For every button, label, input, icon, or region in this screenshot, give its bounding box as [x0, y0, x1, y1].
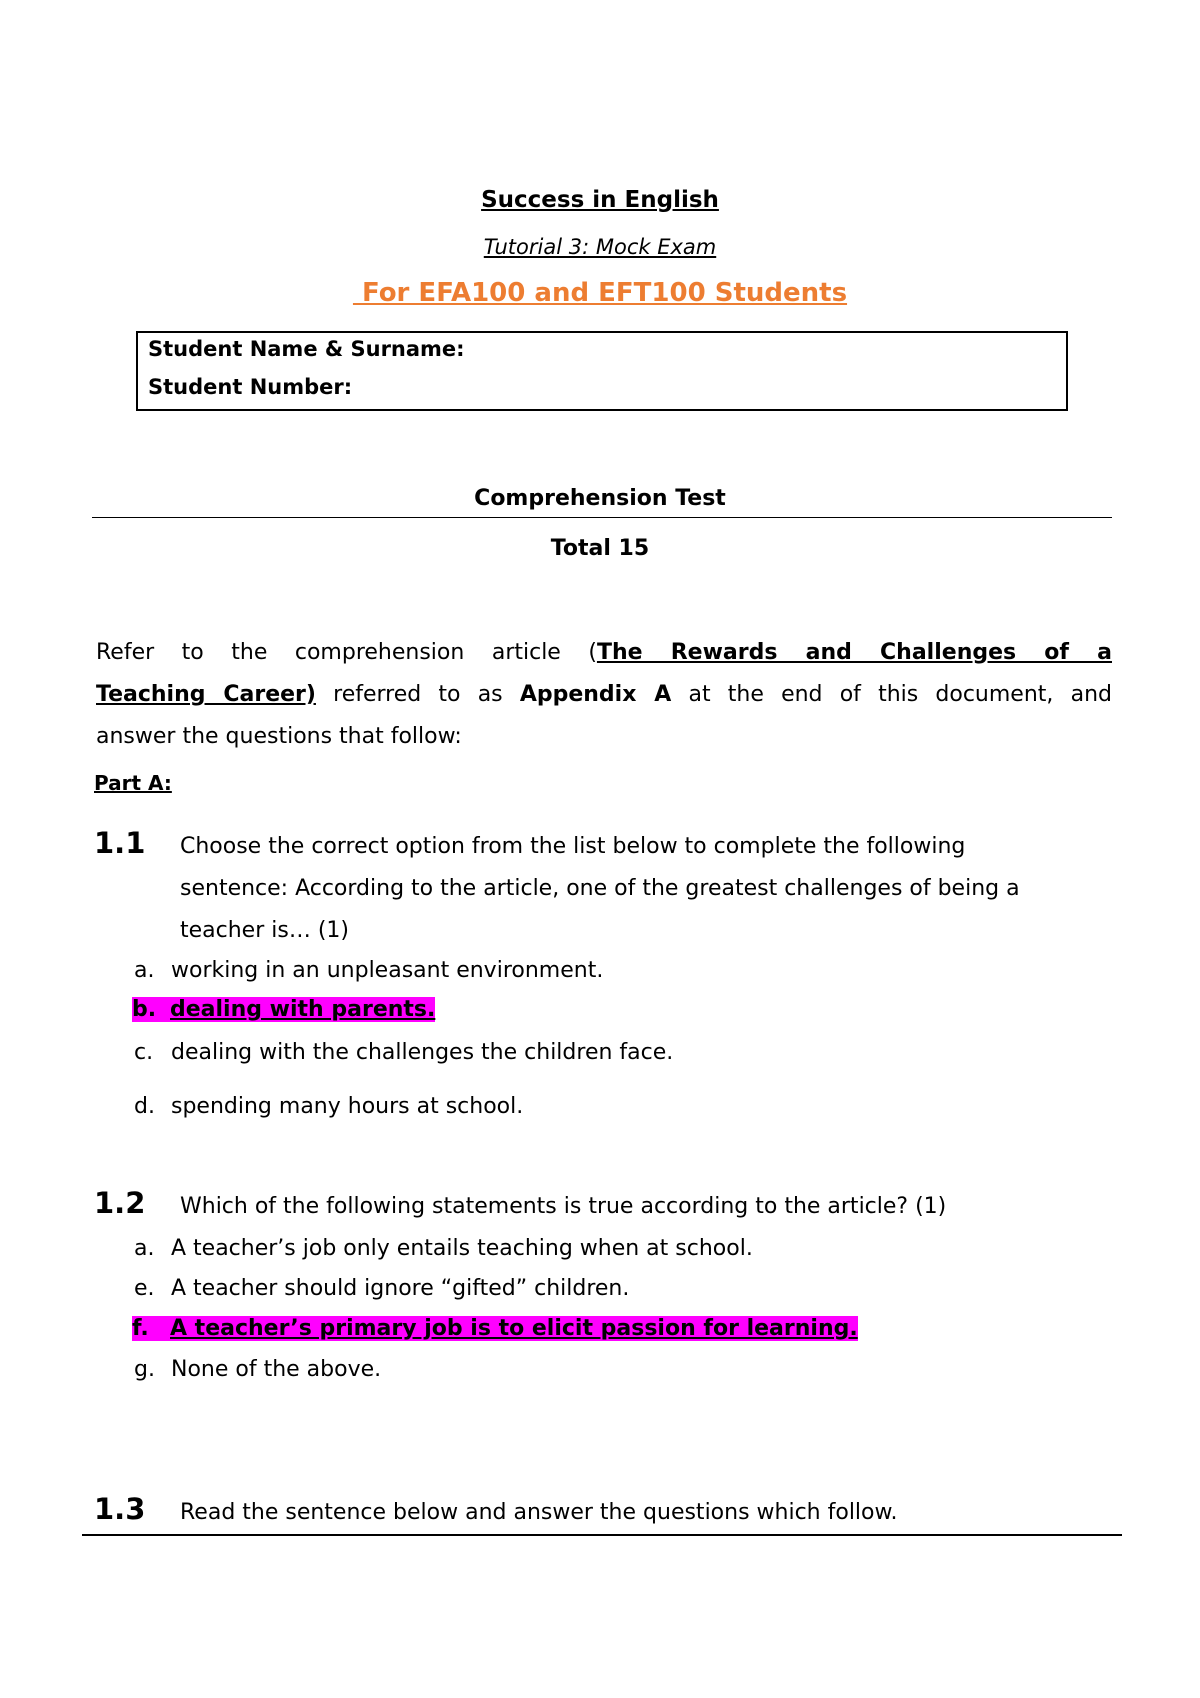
question-number: 1.1 [94, 826, 146, 860]
intro-paragraph [96, 632, 1112, 758]
article-title-part-1: The Rewards and Challenges of a [596, 640, 1112, 665]
option-item [134, 958, 603, 983]
question-line: teacher is… (1) [180, 918, 349, 943]
option-text: working in an unpleasant environment. [171, 958, 604, 983]
section-title: Comprehension Test [474, 486, 726, 511]
option-item [134, 1040, 673, 1065]
option-text: A teacher should ignore “gifted” children. [171, 1276, 630, 1301]
question-number: 1.2 [94, 1186, 146, 1220]
intro-line-2 [96, 674, 1112, 716]
option-item [134, 1357, 381, 1382]
article-title-part-2: Teaching Career) [96, 682, 316, 707]
option-text: dealing with parents. [170, 997, 436, 1022]
intro-text: at the end of this document, and [671, 682, 1112, 707]
question-line: Choose the correct option from the list below to complete the following [180, 834, 966, 859]
option-text: dealing with the challenges the children face. [171, 1040, 674, 1065]
option-key: e. [134, 1276, 155, 1301]
option-key: g. [134, 1357, 155, 1382]
intro-text: referred to as [315, 682, 520, 707]
section-total: Total 15 [550, 536, 650, 561]
student-details-box [136, 331, 1068, 411]
option-text: spending many hours at school. [171, 1094, 524, 1119]
section-divider [92, 517, 1112, 518]
question-line: Which of the following statements is true according to the article? (1) [180, 1194, 947, 1219]
option-item [134, 1094, 523, 1119]
student-name-label: Student Name & Surname: [148, 337, 465, 361]
document-title: Success in English [481, 187, 719, 213]
question-text [180, 1186, 946, 1228]
option-item-correct [132, 1316, 858, 1341]
option-item-correct [132, 997, 435, 1022]
option-key: f. [132, 1316, 149, 1341]
intro-line-3: answer the questions that follow: [96, 724, 462, 749]
student-number-label: Student Number: [148, 375, 353, 399]
option-key: c. [134, 1040, 154, 1065]
intro-line-1 [96, 632, 1112, 674]
option-text: A teacher’s job only entails teaching when at school. [171, 1236, 753, 1261]
part-label: Part A: [94, 771, 172, 795]
question-line: sentence: According to the article, one of the greatest challenges of being a [180, 876, 1020, 901]
option-item [134, 1276, 629, 1301]
document-subtitle: Tutorial 3: Mock Exam [483, 235, 717, 259]
appendix-reference: Appendix A [519, 682, 672, 707]
question-text [180, 1492, 897, 1534]
intro-text: Refer to the comprehension article ( [96, 640, 597, 665]
question-line: Read the sentence below and answer the questions which follow. [180, 1500, 898, 1525]
option-key: b. [132, 997, 157, 1022]
question-number: 1.3 [94, 1492, 146, 1526]
audience-heading: For EFA100 and EFT100 Students [352, 278, 848, 308]
option-key: d. [134, 1094, 155, 1119]
option-text: None of the above. [171, 1357, 382, 1382]
option-text: A teacher’s primary job is to elicit passion for learning. [170, 1316, 858, 1341]
option-item [134, 1236, 753, 1261]
option-key: a. [134, 1236, 155, 1261]
option-key: a. [134, 958, 155, 983]
question-text [180, 826, 1020, 952]
page-bottom-rule [82, 1534, 1122, 1536]
